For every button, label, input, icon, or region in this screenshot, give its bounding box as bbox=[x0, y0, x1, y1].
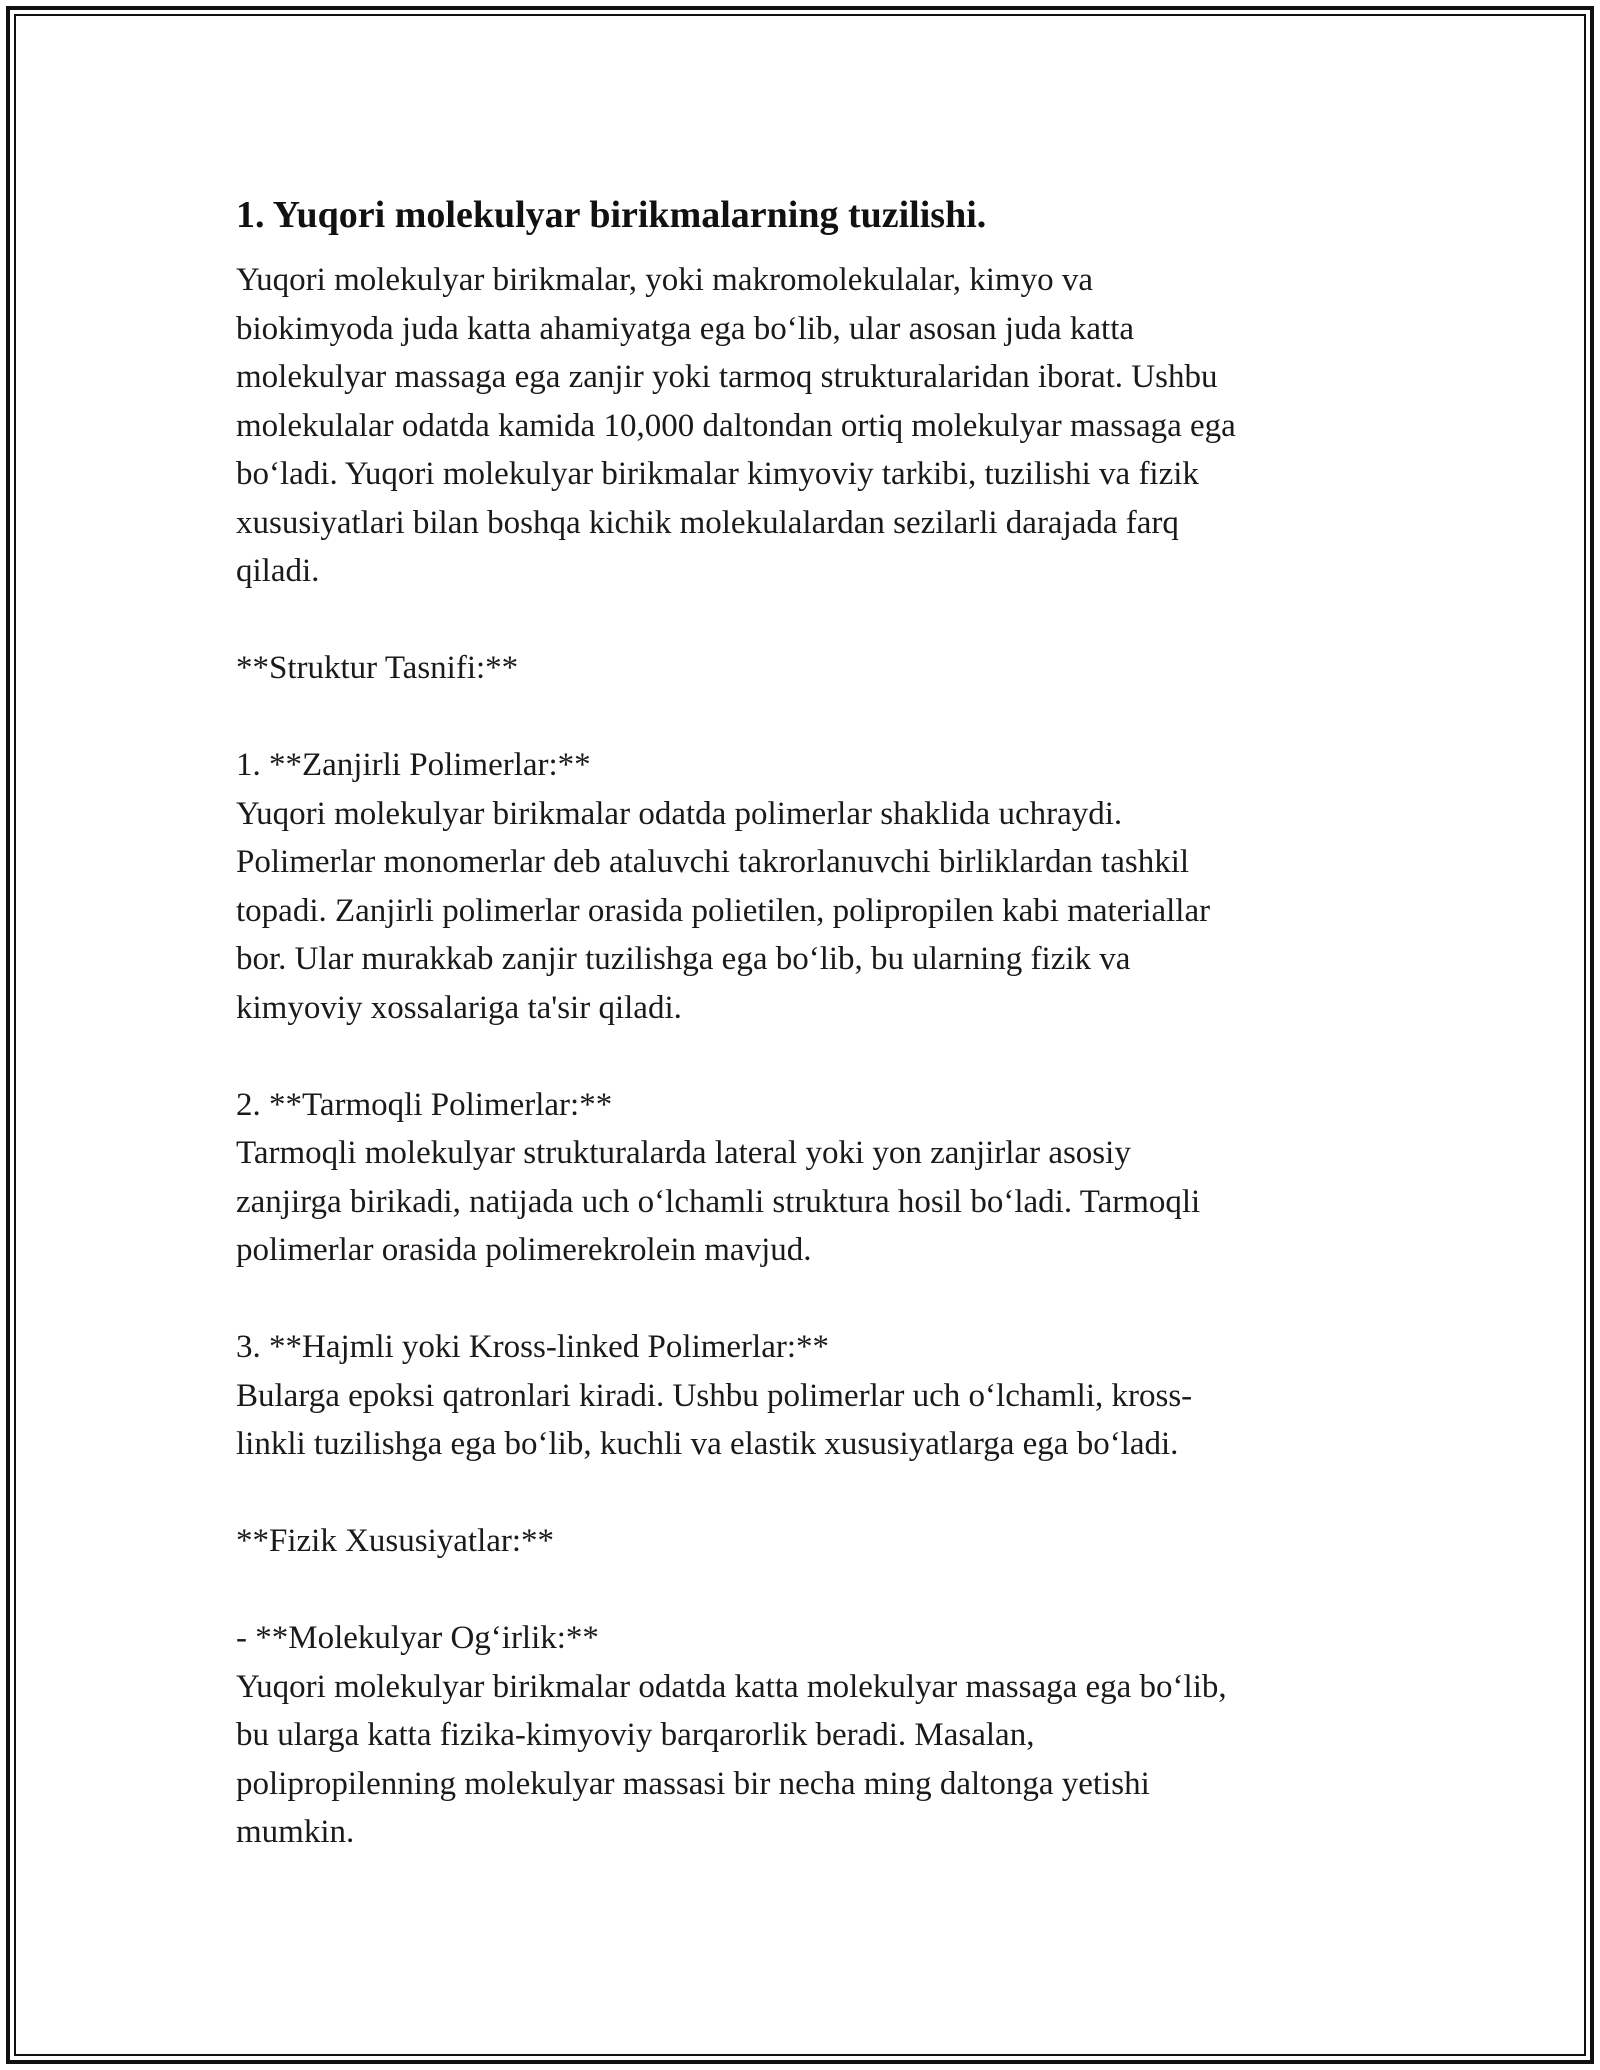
physical-heading: **Fizik Xususiyatlar:** bbox=[236, 1523, 555, 1559]
spacer bbox=[236, 1032, 1376, 1081]
section-heading: 1. Yuqori molekulyar birikmalarning tuzilishi. bbox=[236, 194, 987, 236]
spacer bbox=[236, 693, 1376, 742]
bullet1-title: - **Molekulyar Og‘irlik:** bbox=[236, 1620, 599, 1656]
bullet1-paragraph: Yuqori molekulyar birikmalar odatda katta molekulyar massaga ega bo‘lib, bu ularga katta fizika-kimyoviy barqarorlik beradi. Masalan, polipropilenning molekulyar massasi bir necha ming daltonga yetishi mumkin. bbox=[236, 1668, 1227, 1850]
item2-paragraph: Tarmoqli molekulyar strukturalarda lateral yoki yon zanjirlar asosiy zanjirga birikadi, natijada uch o‘lchamli struktura hosil bo‘ladi. Tarmoqli polimerlar orasida polimerekrolein mavjud. bbox=[236, 1135, 1201, 1268]
item3-paragraph: Bularga epoksi qatronlari kiradi. Ushbu polimerlar uch o‘lchamli, kross- linkli tuzilishga ega bo‘lib, kuchli va elastik xususiyatlarga ega bo‘ladi. bbox=[236, 1377, 1193, 1462]
structure-heading: **Struktur Tasnifi:** bbox=[236, 650, 519, 686]
spacer bbox=[236, 1566, 1376, 1615]
spacer bbox=[236, 596, 1376, 645]
item1-paragraph: Yuqori molekulyar birikmalar odatda polimerlar shaklida uchraydi. Polimerlar monomerlar deb ataluvchi takrorlanuvchi birliklardan tashkil topadi. Zanjirli polimerlar orasida polietilen, polipropilen kabi materiallar bor. Ular murakkab zanjir tuzilishga ega bo‘lib, bu ularning fizik va kimyoviy xossalariga ta'sir qiladi. bbox=[236, 795, 1211, 1026]
intro-paragraph: Yuqori molekulyar birikmalar, yoki makromolekulalar, kimyo va biokimyoda juda katta ahamiyatga ega bo‘lib, ular asosan juda katta molekulyar massaga ega zanjir yoki tarmoq strukturalaridan iborat. Ushbu molekulalar odatda kamida 10,000 daltondan ortiq molekulyar massaga ega bo‘ladi. Yuqori molekulyar birikmalar kimyoviy tarkibi, tuzilishi va fizik xususiyatlari bilan boshqa kichik molekulalardan sezilarli darajada farq qiladi. bbox=[236, 262, 1236, 589]
spacer bbox=[236, 1469, 1376, 1518]
item1-title: 1. **Zanjirli Polimerlar:** bbox=[236, 747, 591, 783]
spacer bbox=[236, 1275, 1376, 1324]
item3-title: 3. **Hajmli yoki Kross-linked Polimerlar:** bbox=[236, 1329, 830, 1365]
item2-title: 2. **Tarmoqli Polimerlar:** bbox=[236, 1086, 613, 1123]
document-body bbox=[236, 186, 1376, 1857]
